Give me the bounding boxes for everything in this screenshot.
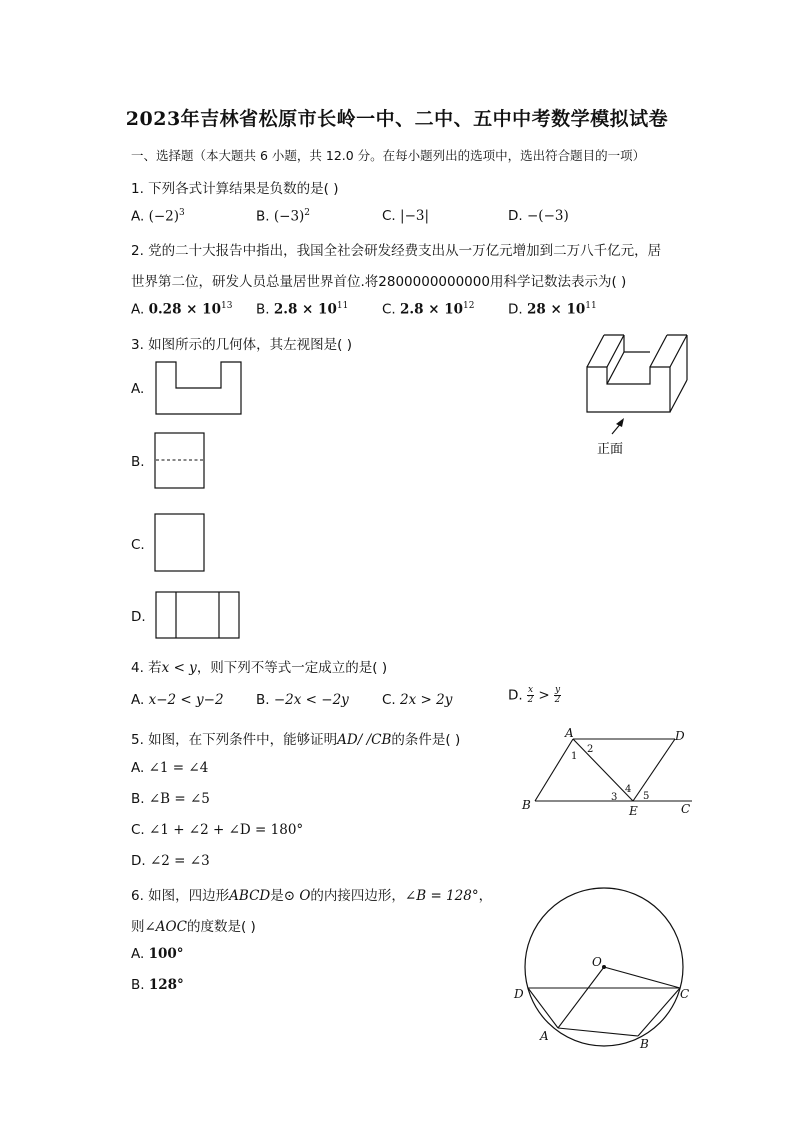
option-expr: ∠2 = ∠3 <box>149 853 210 869</box>
option-expr: |−3| <box>400 208 430 224</box>
stem-text: 是 <box>270 888 284 904</box>
q5-option-c[interactable] <box>131 822 303 838</box>
option-letter: A. <box>131 946 145 962</box>
front-label: 正面 <box>597 442 624 457</box>
q2-stem-line2: 世界第二位，研发人员总量居世界首位.将2800000000000用科学记数法表示为( ) <box>131 274 627 290</box>
q5-option-d[interactable] <box>131 853 210 869</box>
point-b-label: B <box>640 1037 649 1051</box>
fraction: $\frac{x}{2}$ <box>527 685 534 705</box>
option-exp: 11 <box>336 301 349 311</box>
q3-solid-figure <box>580 332 695 460</box>
option-letter: C. <box>382 301 396 318</box>
option-expr: ∠1 = ∠4 <box>148 760 209 776</box>
q3-option-a-figure[interactable] <box>155 361 243 416</box>
option-exp: 12 <box>463 301 475 311</box>
option-letter: C. <box>131 822 145 838</box>
option-op: > <box>538 687 550 704</box>
point-b-label: B <box>522 798 531 812</box>
option-expr: (−3) <box>273 208 305 225</box>
q2-stem-line1: 2. 党的二十大报告中指出，我国全社会研发经费支出从一万亿元增加到二万八千亿元，居 <box>131 243 662 259</box>
q1-option-b[interactable] <box>256 208 310 225</box>
q6-stem-line2 <box>131 915 256 935</box>
option-base: 2.8 × 10 <box>400 301 464 318</box>
stem-text: 5. 如图，在下列条件中，能够证明 <box>131 732 338 748</box>
q5-parallelogram-figure <box>515 724 695 820</box>
option-letter: B. <box>131 791 145 807</box>
option-letter: D. <box>508 301 523 318</box>
q6-option-b[interactable] <box>131 977 184 993</box>
option-letter: B. <box>131 977 145 993</box>
stem-math: ∠AOC <box>144 919 187 935</box>
stem-text: ，则下列不等式一定成立的是( ) <box>196 660 388 676</box>
q6-stem-line1 <box>131 884 492 904</box>
stem-math: ⊙ O <box>283 888 311 904</box>
option-exp: 3 <box>179 208 185 218</box>
option-letter: D. <box>508 687 523 704</box>
option-base: 28 × 10 <box>526 301 586 318</box>
point-c-label: C <box>680 987 690 1001</box>
option-expr: (−2) <box>148 208 180 225</box>
q5-option-b[interactable] <box>131 791 210 807</box>
option-expr: ∠B = ∠5 <box>148 791 210 807</box>
q3-option-b-figure[interactable] <box>154 432 206 490</box>
stem-text: 的度数是( ) <box>186 919 256 935</box>
option-base: 2.8 × 10 <box>273 301 337 318</box>
point-a-label: A <box>540 1029 549 1043</box>
q4-option-a[interactable] <box>131 692 224 708</box>
option-letter: A. <box>131 760 145 776</box>
option-letter: B. <box>256 301 270 318</box>
option-exp: 13 <box>220 301 233 311</box>
q5-option-a[interactable] <box>131 760 208 776</box>
stem-text: 则 <box>131 919 145 935</box>
q2-option-a[interactable] <box>131 301 232 318</box>
stem-text: 的内接四边形， <box>310 888 405 904</box>
q4-stem <box>131 656 387 676</box>
option-expr: 128° <box>148 977 184 993</box>
option-expr: −2x < −2y <box>273 692 349 708</box>
option-letter: C. <box>382 692 396 708</box>
option-base: 0.28 × 10 <box>148 301 221 318</box>
q3-option-d-figure[interactable] <box>155 591 241 641</box>
q6-option-a[interactable] <box>131 946 184 962</box>
option-exp: 2 <box>304 208 311 218</box>
option-expr: x−2 < y−2 <box>148 692 224 708</box>
q3-option-d-label[interactable]: D. <box>131 609 146 625</box>
option-letter: D. <box>508 208 523 224</box>
stem-text: ， <box>478 888 493 904</box>
q1-option-c[interactable] <box>382 208 429 224</box>
stem-math: AD/ /CB <box>337 732 392 748</box>
option-letter: B. <box>256 208 270 225</box>
q2-option-c[interactable] <box>382 301 474 318</box>
q4-option-b[interactable] <box>256 692 349 708</box>
angle-1-label: 1 <box>571 751 578 762</box>
point-c-label: C <box>681 802 691 816</box>
option-letter: A. <box>131 301 145 318</box>
q3-stem: 3. 如图所示的几何体，其左视图是( ) <box>131 337 352 353</box>
section-heading: 一、选择题（本大题共 6 小题，共 12.0 分。在每小题列出的选项中，选出符合题目的一项） <box>131 148 646 163</box>
point-d-label: D <box>514 987 524 1001</box>
q3-option-c-label[interactable]: C. <box>131 537 145 553</box>
option-letter: C. <box>382 208 396 224</box>
option-exp: 11 <box>585 301 597 311</box>
stem-text: 4. 若 <box>131 660 162 676</box>
q1-option-d[interactable] <box>508 208 569 224</box>
q4-option-d[interactable] <box>508 686 561 705</box>
q2-option-d[interactable] <box>508 301 597 318</box>
fraction: $\frac{y}{2}$ <box>554 685 561 705</box>
option-letter: A. <box>131 692 145 708</box>
stem-math: ∠B = 128° <box>404 888 479 904</box>
q1-stem: 1. 下列各式计算结果是负数的是( ) <box>131 181 339 197</box>
option-letter: A. <box>131 208 145 225</box>
q6-circle-figure <box>510 880 700 1055</box>
point-o-label: O <box>592 955 602 969</box>
point-d-label: D <box>675 729 685 743</box>
stem-text: 的条件是( ) <box>391 732 461 748</box>
option-expr: 100° <box>148 946 184 962</box>
option-letter: D. <box>131 853 146 869</box>
option-expr: ∠1 + ∠2 + ∠D = 180° <box>149 822 304 838</box>
q3-option-c-figure[interactable] <box>154 513 206 573</box>
option-expr: −(−3) <box>526 208 569 224</box>
angle-3-label: 3 <box>611 792 618 803</box>
option-expr: 2x > 2y <box>400 692 453 708</box>
point-e-label: E <box>629 804 638 818</box>
stem-math: ABCD <box>229 888 271 904</box>
angle-4-label: 4 <box>625 784 632 795</box>
angle-5-label: 5 <box>643 791 650 802</box>
stem-text: 6. 如图，四边形 <box>131 888 230 904</box>
option-letter: B. <box>256 692 270 708</box>
q2-option-b[interactable] <box>256 301 348 318</box>
q1-option-a[interactable] <box>131 208 185 225</box>
page-title: 2023年吉林省松原市长岭一中、二中、五中中考数学模拟试卷 <box>125 108 669 130</box>
point-a-label: A <box>565 726 574 740</box>
q3-option-b-label[interactable]: B. <box>131 454 145 470</box>
stem-math: x < y <box>161 660 197 676</box>
q3-option-a-label[interactable]: A. <box>131 381 145 397</box>
q5-stem <box>131 728 460 748</box>
angle-2-label: 2 <box>587 744 594 755</box>
q4-option-c[interactable] <box>382 692 452 708</box>
